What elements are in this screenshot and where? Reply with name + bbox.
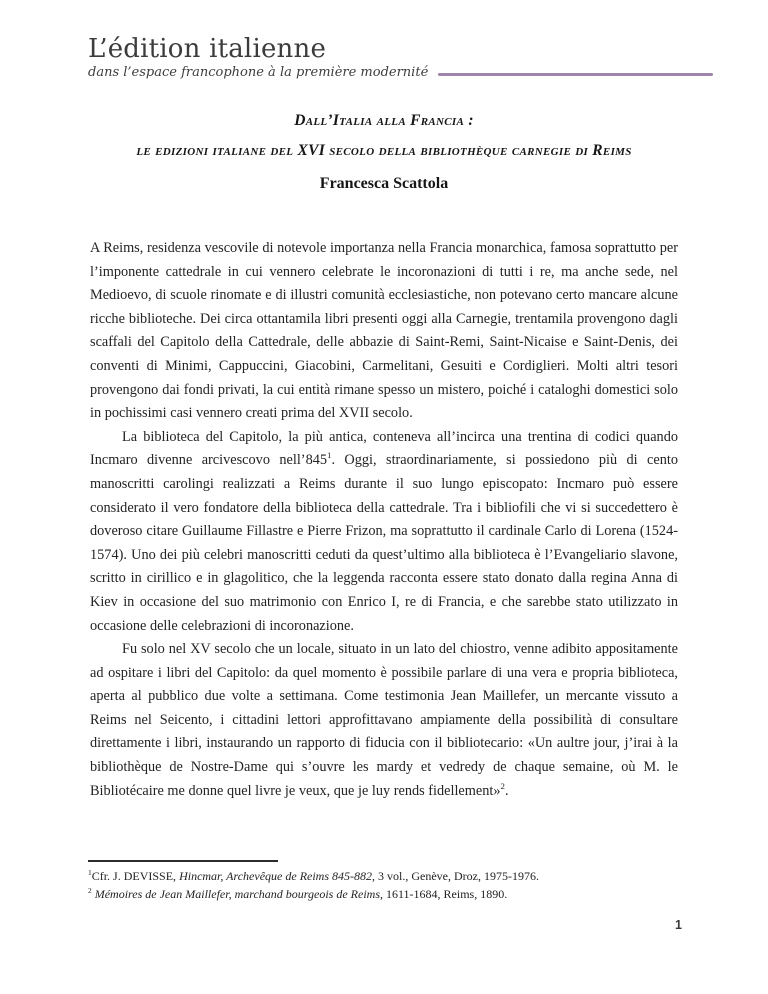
footnote-divider [88,860,278,862]
article-title-line-1: Dall’Italia alla Francia : [294,112,474,129]
footnote-ref-1: 1 [327,450,332,461]
paragraph-text: . [504,782,509,799]
footnote-text: , 1611-1684, Reims, 1890. [380,886,508,901]
footnote-block [88,860,678,903]
article-title-block [90,111,678,195]
footnote-marker-2: 2 [88,885,92,895]
series-header [88,34,713,80]
article-title-line-2: le edizioni italiane del XVI secolo della bibliothèque carnegie di Reims [136,142,632,159]
series-title: L’édition italienne [88,34,327,64]
body-paragraph-1 [90,237,678,426]
page-number: 1 [675,918,682,932]
article-body [90,237,678,803]
paragraph-text: Fu solo nel XV secolo che un locale, situato in un lato del chiostro, venne adibito appositamente ad ospitare i libri del Capitolo: da quel momento è possibile parlare di una vera e propria biblioteca, aperta al pubblico due volte a settimana. Come testimonia Jean Maillefer, un mercante vissuto a Reims nel Seicento, i cittadini lettori approfittavano ampiamente della possibilità di consultare direttamente i libri, instaurando un rapporto di fiducia con il bibliotecario: «Un aultre jour, j’irai à la bibliothèque de Nostre-Dame qui s’ouvre les mardy et vedredy de chaque semaine, où M. le Bibliotécaire me donne quel livre je veux, que je luy rends fidellement» [90,641,678,799]
footnote-text: , 3 vol., Genève, Droz, 1975-1976. [372,869,539,883]
footnote-cited-title: Hincmar, Archevêque de Reims 845-882 [179,869,373,883]
body-paragraph-3 [90,638,678,803]
body-paragraph-2 [90,426,678,638]
series-subtitle: dans l’espace francophone à la première modernité [88,65,429,80]
header-divider [438,73,713,76]
footnote-1 [88,868,678,886]
footnote-ref-2: 2 [500,780,505,791]
paragraph-text: . Oggi, straordinariamente, si possiedono più di cento manoscritti carolingi realizzati a Reims durante il suo lungo episcopato: Incmaro può essere considerato il vero fondatore della biblioteca della cattedrale. Tra i bibliofili che vi si succedettero è doveroso citare Guillaume Fillastre e Pierre Frizon, ma soprattutto il cardinale Carlo di Lorena (1524-1574). Uno dei più celebri manoscritti ceduti da quest’ultimo alla biblioteca è l’Evangeliario slavone, scritto in cirillico e in glagolitico, che la leggenda racconta essere stato donato dalla regina Anna di Kiev in occasione del suo matrimonio con Enrico I, re di Francia, e che sarebbe stato utilizzato in occasione delle celebrazioni di incoronazione. [90,452,678,634]
paragraph-text: La biblioteca del Capitolo, la più antica, conteneva all’incirca una trentina di codici quando Incmaro divenne arcivescovo nell’845 [90,428,678,469]
paragraph-text: A Reims, residenza vescovile di notevole importanza nella Francia monarchica, famosa soprattutto per l’imponente cattedrale in cui vennero celebrate le incoronazioni di tutti i re, ma anche sede, nel Medioevo, di scuole rinomate e di illustri comunità ecclesiastiche, non potevano certo mancare alcune ricche biblioteche. Dei circa ottantamila libri presenti oggi alla Carnegie, trentamila provengono dagli scaffali del Capitolo della Cattedrale, delle abbazie di Saint-Remi, Saint-Nicaise e Saint-Denis, dei conventi di Minimi, Cappuccini, Giacobini, Carmelitani, Gesuiti e Cordiglieri. Molti altri tesori provengono dai fondi privati, la cui entità rimane spesso un mistero, poiché i cataloghi domestici solo in pochissimi casi vennero creati prima del XVII secolo. [90,240,678,422]
series-subtitle-row [88,65,713,80]
footnote-cited-title: Mémoires de Jean Maillefer, marchand bourgeois de Reims [94,886,380,901]
footnote-2 [88,886,678,904]
footnote-marker-1: 1 [88,868,92,877]
article-author: Francesca Scattola [319,175,449,192]
footnote-text: Cfr. J. DEVISSE, [91,869,180,883]
